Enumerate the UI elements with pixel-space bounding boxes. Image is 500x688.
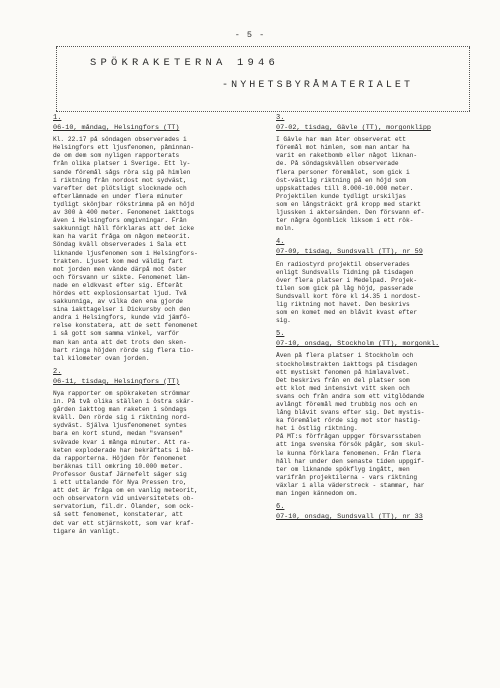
news-entry: [276, 330, 490, 498]
news-entry: [53, 368, 267, 536]
entry-dateline: 06-10, måndag, Helsingfors (TT): [53, 124, 180, 133]
banner-subtitle: -NYHETSBYRÅMATERIALET: [222, 80, 414, 91]
entry-dateline: 06-11, tisdag, Helsingfors (TT): [53, 377, 180, 386]
news-entry: [53, 114, 267, 363]
entry-dateline: 07-10, onsdag, Stockholm (TT), morgonkl.: [276, 340, 440, 349]
entry-body: Även på flera platser i Stockholm och stockholmstrakten iakttogs på tisdagen ett mystiskt fenomen på himlavalvet. Det beskrivs från en del platser som ett klot med intensivt vitt sken och svans och från andra som ett vitglödande avlångt föremål med trubbig nos och en lång blåvit svans efter sig. Det mystis- ka föremålet rörde sig mot stor hastig- het i östlig riktning. På MT:s förfrågan uppger försvarsstaben att inga svenska försök pågår, som skul- le kunna förklara fenomenen. Från flera håll har under den senaste tiden uppgif- ter om liknande spökflyg ingått, men varifrån projektilerna - vars riktning växlar i alla väderstreck - stammar, har man ingen kännedom om.: [276, 352, 425, 498]
entry-dateline: 07-10, onsdag, Sundsvall (TT), nr 33: [276, 513, 423, 522]
banner-right-border: [469, 47, 470, 111]
banner-left-border: [56, 47, 57, 111]
entry-body: I Gävle har man åter observerat ett föremål mot himlen, som man antar ha varit en raketbomb eller något liknan- de. På söndagskvällen observerade flera personer föremålet, som gick i öst-västlig riktning på en höjd som uppskattades till 8.000-10.000 meter. Projektilen kunde tydligt urskiljas som en långsträckt grå kropp med starkt ljussken i aktersänden. Den försvann ef- ter några ögonblick liksom i ett rök- moln.: [276, 136, 425, 233]
left-column: [53, 114, 267, 541]
entry-dateline: 07-09, tisdag, Sundsvall (TT), nr 59: [276, 248, 423, 257]
right-column: [276, 114, 490, 526]
entry-dateline: 07-02, tisdag, Gävle (TT), morgonklipp: [276, 124, 431, 133]
entry-body: Kl. 22.17 på söndagen observerades i Helsingfors ett ljusfenomen, påminnan- de om dem som nyligen rapporterats från olika platser i Sverige. Ett ly- sande föremål sågs röra sig på himlen i riktning från nordost mot sydväst, varefter det plötsligt slocknade och efterlämnade en under flera minuter tydligt skönjbar rökstrimma på en höjd av 300 à 400 meter. Fenomenet iakttogs även i Helsingfors omgivningar. Från sakkunnigt håll förklaras att det icke kan ha varit fråga om någon meteorit. Söndag kväll observerades i Sala ett liknande ljusfenomen som i Helsingfors- trakten. Ljuset kom med väldig fart mot jorden men vände därpå mot öster och försvann ur sikte. Fenomenet läm- nade en eldkvast efter sig. Efteråt hördes ett explosionsartat ljud. Två sakkunniga, av vilka den ena gjorde sina iakttagelser i Dickursby och den andra i Helsingfors, kunde vid jämfö- relse konstatera, att de sett fenomenet i så gott som samma vinkel, varför man kan anta att det trots den sken- bart ringa höjden rörde sig flera tio- tal kilometer ovan jorden.: [53, 136, 198, 362]
entry-number: 1.: [53, 114, 62, 122]
banner-title: SPÖKRAKETERNA 1946: [90, 57, 280, 69]
entry-body: Nya rapporter om spökraketen strömmar in. På två olika ställen i östra skär- gården iakttog man raketen i söndags kväll. Den rörde sig i riktning nord- sydväst. Själva ljusfenomenet syntes bara en kort stund, medan "svansen" svävade kvar i många minuter. Att ra- keten exploderade har bekräftats i bå- da rapporterna. Höjden för fenomenet beräknas till omkring 10.000 meter. Professor Gustaf Järnefelt säger sig i ett uttalande för Nya Pressen tro, att det är fråga om en vanlig meteorit, och observatorn vid universitetets ob- servatorium, fil.dr. Ölander, som ock- så sett fenomenet, konstaterar, att det var ett stjärnskott, som var kraf- tigare än vanligt.: [53, 390, 198, 535]
entry-number: 6.: [276, 503, 285, 512]
page-number: - 5 -: [234, 30, 266, 40]
entry-number: 3.: [276, 114, 285, 122]
entry-number: 4.: [276, 238, 285, 247]
header-banner: [56, 46, 470, 112]
entry-number: 5.: [276, 330, 285, 339]
news-entry: [276, 503, 490, 521]
entry-number: 2.: [53, 367, 62, 376]
entry-body: En radiostyrd projektil observerades enligt Sundsvalls Tidning på tisdagen över flera platser i Medelpad. Projek- tilen som gick på låg höjd, passerade Sundsvall kort före kl 14.35 i nordost- lig riktning mot havet. Den beskrivs som en komet med en blåvit kvast efter sig.: [276, 260, 421, 325]
news-entry: [276, 114, 490, 233]
news-entry: [276, 238, 490, 325]
